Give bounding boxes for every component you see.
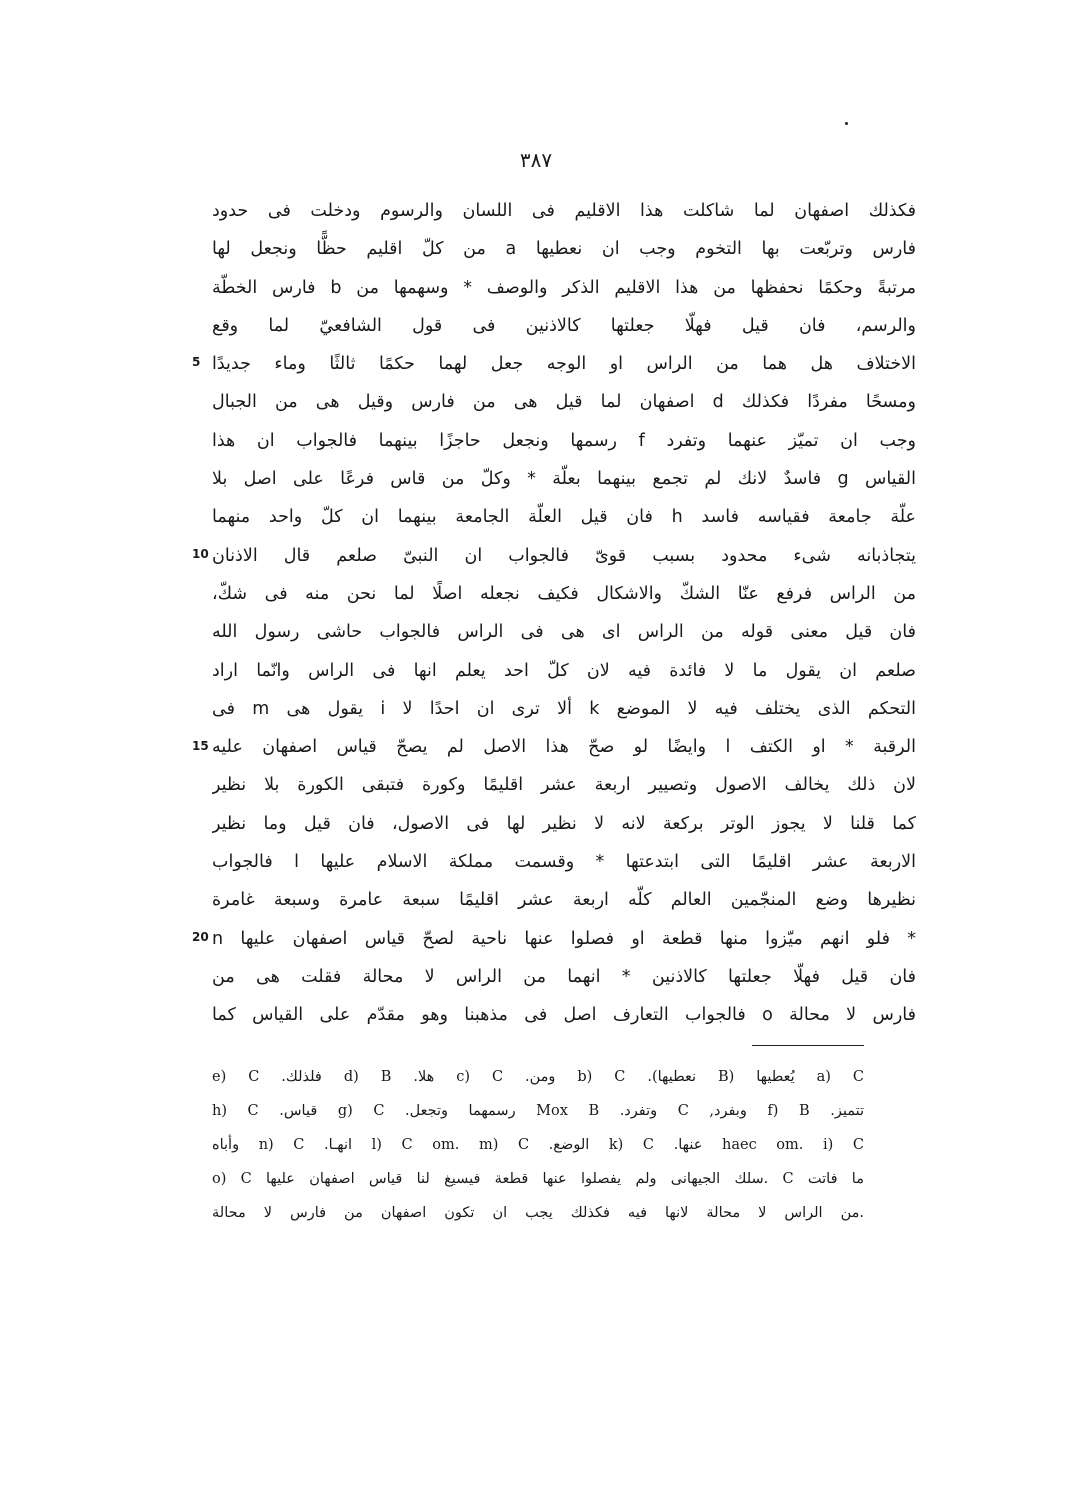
line-number-20: 20 [192, 930, 209, 944]
text-line: * فلو انهم ميّزوا منها قطعة او فصلوا عنها ناحية لصحّ قياس اصفهان عليها n [212, 928, 916, 949]
text-line: من الراس فرفع عنّا الشكّ والاشكال فكيف نجعله اصلًا لما نحن منه فى شكّ، [212, 583, 916, 604]
text-line: الرقبة * او الكتف l وايضًا لو صحّ هذا الاصل لم يصحّ قياس اصفهان عليه [212, 737, 916, 758]
page-speck [845, 122, 848, 125]
text-line: صلعم ان يقول ما لا فائدة فيه لان كلّ احد يعلم انها فى الراس وانّما اراد [212, 660, 916, 681]
line-number-15: 15 [192, 739, 209, 753]
text-line: والرسم، فان قيل فهلّا جعلتها كالاذنين فى قول الشافعيّ لما وقع [212, 315, 916, 336]
text-line: الاختلاف هل هما من الراس او الوجه جعل لهما حكمًا ثالثًا وماء جديدًا [212, 354, 916, 375]
footnote-line: ما فاتت C .سلك الجيهانى ولم يفصلوا عنها قطعة فيسيغ لنا قياس اصفهان عليها o) C [212, 1171, 864, 1187]
text-line: الاربعة عشر اقليمًا التى ابتدعتها * وقسمت مملكة الاسلام عليها l فالجواب [212, 852, 916, 873]
footnote-rule [752, 1045, 864, 1046]
line-number-5: 5 [192, 355, 201, 369]
footnote-line: haec om. i) C عنها. k) C الوضع. l) C om. m) C انهـا. n) C وأباه [212, 1137, 864, 1153]
text-line: ومسحًا مفردًا فكذلك d اصفهان لما قيل هى من فارس وقيل هى من الجبال [212, 392, 916, 413]
body-text [212, 192, 916, 1035]
text-line: فارس وتربّعت بها التخوم وجب ان نعطيها a من كلّ اقليم حظًّا ونجعل لها [212, 239, 916, 260]
text-line: كما قلنا لا يجوز الوتر بركعة لانه لا نظير لها فى الاصول، فان قيل وما نظير [212, 813, 916, 834]
footnotes [212, 1060, 864, 1230]
page-number: ٣٨٧ [519, 148, 553, 172]
text-line: فارس لا محالة o فالجواب التعارف اصل فى مذهبنا وهو مقدّم على القياس كما [212, 1005, 916, 1026]
text-line: وجب ان تميّز عنهما وتفرد f رسمها ونجعل حاجزًا بينهما فالجواب ان هذا [212, 430, 916, 451]
text-line: مرتبةً وحكمًا نحفظها من هذا الاقليم الذكر والوصف * وسهمها من b فارس الخطّة [212, 277, 916, 298]
text-line: التحكم الذى يختلف فيه لا الموضع k ألا ترى ان احدًا لا i يقول هى m فى [212, 698, 916, 719]
text-line: فان قيل فهلّا جعلتها كالاذنين * انهما من الراس لا محالة فقلت هى من [212, 966, 916, 987]
line-number-10: 10 [192, 547, 209, 561]
footnote-line: تتميز. f) B وبفرد, C وتفرد. Mox B رسمهما وتجعل. g) C قياس. h) C [212, 1103, 864, 1119]
text-line: لان ذلك يخالف الاصول وتصيير اربعة عشر اقليمًا وكورة فتبقى الكورة بلا نظير [212, 775, 916, 796]
text-line: نظيرها وضع المنجّمين العالم كلّه اربعة عشر اقليمًا سبعة عامرة وسبعة غامرة [212, 890, 916, 911]
text-line: يتجاذبانه شىء محدود بسبب قوىّ فالجواب ان النبىّ صلعم قال الاذنان [212, 545, 916, 566]
footnote-line: .من الراس لا محالة لانها فيه فكذلك يجب ان تكون اصفهان من فارس لا محالة [212, 1205, 864, 1221]
footnote-line: a) C يُعطيها (B نعطيها). b) C ومن. c) C هلا. d) B فلذلك. e) C [212, 1069, 864, 1085]
text-line: القياس g فاسدٌ لانك لم تجمع بينهما بعلّة * وكلّ من قاس فرعًا على اصل بلا [212, 469, 916, 490]
text-line: فان قيل معنى قوله من الراس اى هى فى الراس فالجواب حاشى رسول الله [212, 622, 916, 643]
text-line: علّة جامعة فقياسه فاسد h فان قيل العلّة الجامعة بينهما ان كلّ واحد منهما [212, 507, 916, 528]
text-line: فكذلك اصفهان لما شاكلت هذا الاقليم فى اللسان والرسوم ودخلت فى حدود [212, 201, 916, 221]
